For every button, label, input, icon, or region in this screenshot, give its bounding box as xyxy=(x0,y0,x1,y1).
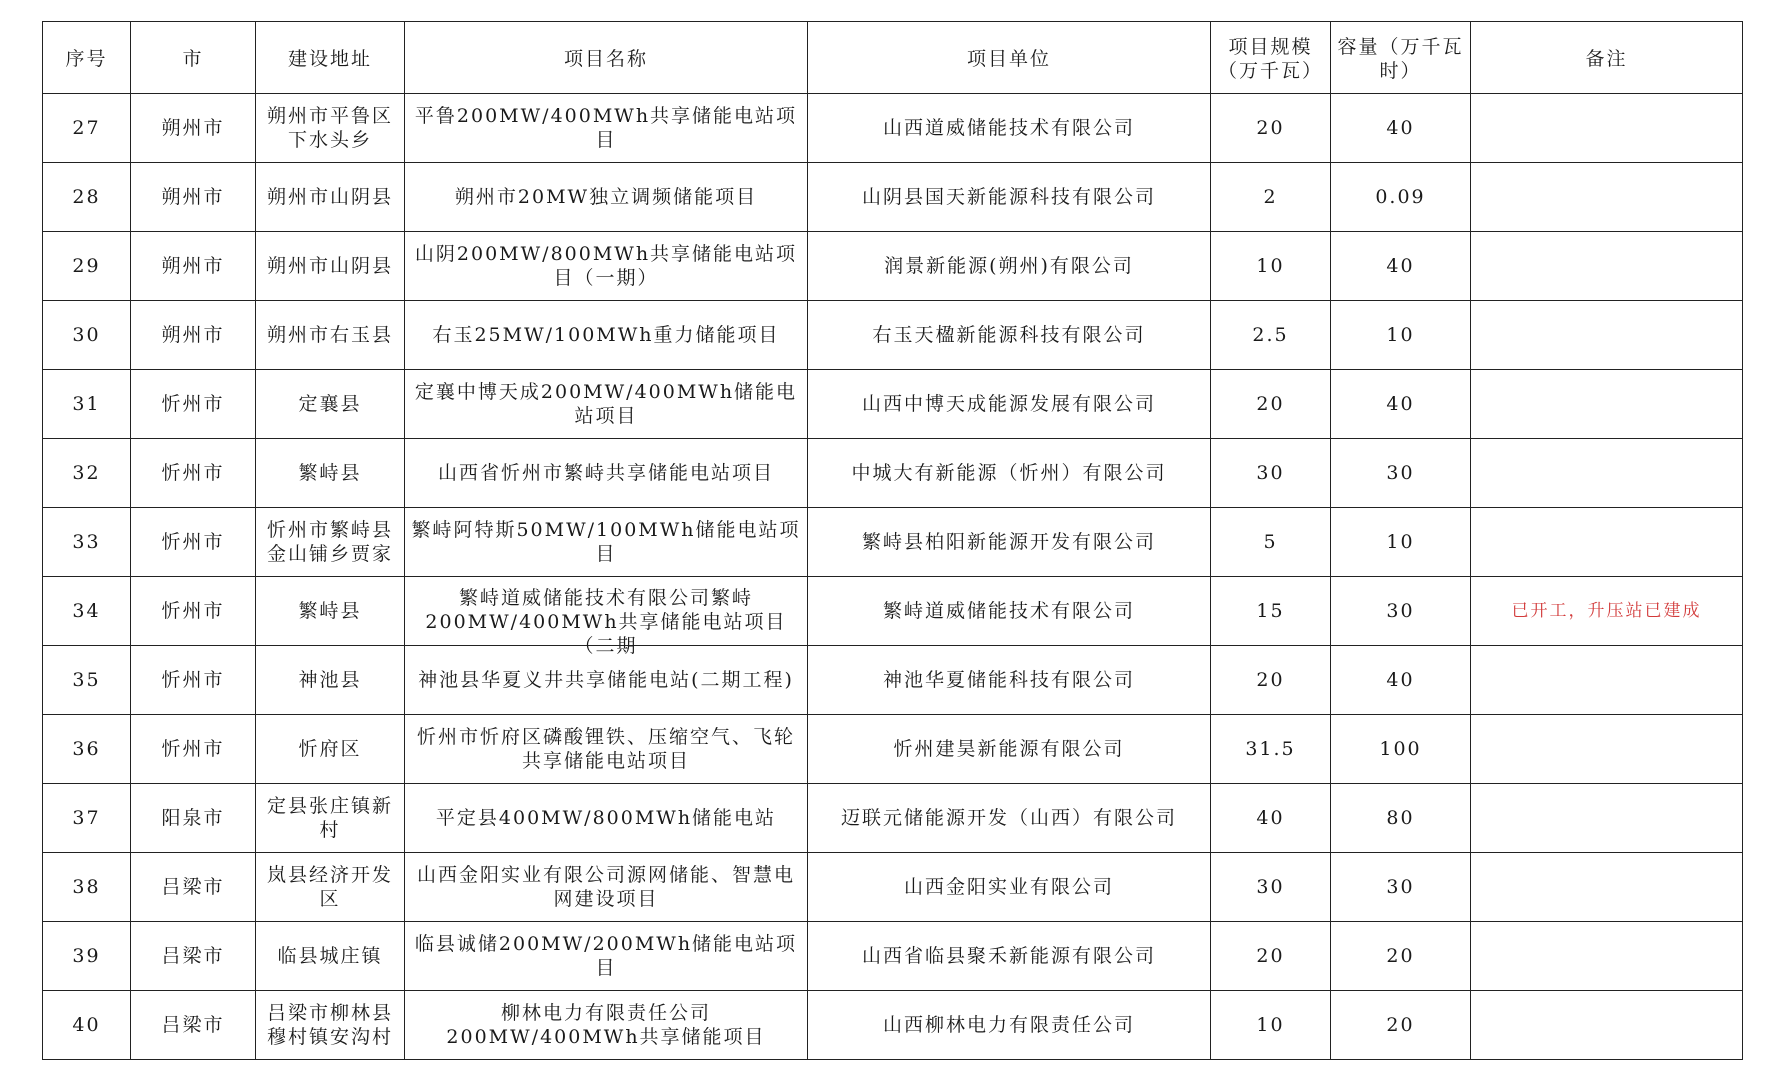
cell-index xyxy=(43,784,131,853)
cell-index xyxy=(43,301,131,370)
cell-remarks xyxy=(1471,646,1743,715)
cell-index-text: 35 xyxy=(72,669,101,691)
cell-scale xyxy=(1211,508,1331,577)
cell-remarks xyxy=(1471,715,1743,784)
cell-company-text: 山西金阳实业有限公司 xyxy=(903,876,1114,898)
cell-company-text: 山西柳林电力有限责任公司 xyxy=(882,1014,1135,1036)
cell-scale-text: 30 xyxy=(1256,876,1285,898)
cell-city xyxy=(131,853,256,922)
cell-remarks xyxy=(1471,370,1743,439)
cell-project-name xyxy=(405,577,808,657)
cell-company-text: 迈联元储能源开发（山西）有限公司 xyxy=(840,807,1177,829)
cell-city xyxy=(131,301,256,370)
header-row xyxy=(43,22,1743,94)
header-scale: 项目规模（万千瓦） xyxy=(1211,22,1331,94)
cell-index xyxy=(43,922,131,991)
table-row xyxy=(43,922,1743,991)
cell-company-text: 山西道威储能技术有限公司 xyxy=(882,117,1135,139)
cell-project-name xyxy=(405,370,808,439)
cell-scale-text: 2.5 xyxy=(1252,324,1289,346)
cell-scale xyxy=(1211,370,1331,439)
cell-city-text: 忻州市 xyxy=(161,738,225,760)
header-address: 建设地址 xyxy=(256,22,405,94)
cell-scale-text: 30 xyxy=(1256,462,1285,484)
cell-project-name xyxy=(405,991,808,1060)
cell-index-text: 40 xyxy=(72,1014,101,1036)
cell-city xyxy=(131,163,256,232)
cell-company xyxy=(808,922,1211,991)
cell-remarks xyxy=(1471,94,1743,163)
cell-project-name xyxy=(405,715,808,784)
cell-project-name xyxy=(405,94,808,163)
cell-scale-text: 5 xyxy=(1263,531,1278,553)
cell-project-name xyxy=(405,853,808,922)
cell-capacity xyxy=(1331,439,1471,508)
header-index: 序号 xyxy=(43,22,131,94)
cell-company xyxy=(808,439,1211,508)
cell-project-name xyxy=(405,784,808,853)
cell-company-text: 山阴县国天新能源科技有限公司 xyxy=(861,186,1156,208)
cell-project-name-text: 定襄中博天成200MW/400MWh储能电站项目 xyxy=(414,381,798,427)
cell-scale xyxy=(1211,922,1331,991)
cell-city-text: 吕梁市 xyxy=(161,876,225,898)
cell-project-name xyxy=(405,232,808,301)
cell-address xyxy=(256,508,405,577)
cell-city-text: 朔州市 xyxy=(161,324,225,346)
cell-project-name-text: 繁峙道威储能技术有限公司繁峙200MW/400MWh共享储能电站项目（二期 xyxy=(425,587,787,657)
cell-company-text: 润景新能源(朔州)有限公司 xyxy=(884,255,1134,277)
cell-scale xyxy=(1211,784,1331,853)
cell-scale xyxy=(1211,715,1331,784)
cell-city xyxy=(131,232,256,301)
cell-city-text: 忻州市 xyxy=(161,393,225,415)
cell-capacity xyxy=(1331,94,1471,163)
header-capacity: 容量（万千瓦时） xyxy=(1331,22,1471,94)
cell-address xyxy=(256,370,405,439)
header-remarks: 备注 xyxy=(1471,22,1743,94)
cell-address xyxy=(256,715,405,784)
cell-capacity-text: 30 xyxy=(1386,600,1415,622)
cell-address xyxy=(256,784,405,853)
table-row xyxy=(43,646,1743,715)
cell-address-text: 忻府区 xyxy=(298,738,362,760)
cell-capacity-text: 20 xyxy=(1386,1014,1415,1036)
table-row xyxy=(43,301,1743,370)
cell-capacity-text: 40 xyxy=(1386,255,1415,277)
cell-capacity xyxy=(1331,646,1471,715)
cell-scale xyxy=(1211,301,1331,370)
cell-company-text: 繁峙道威储能技术有限公司 xyxy=(882,600,1135,622)
cell-company xyxy=(808,94,1211,163)
cell-capacity-text: 40 xyxy=(1386,669,1415,691)
cell-index xyxy=(43,163,131,232)
cell-remarks xyxy=(1471,853,1743,922)
cell-capacity xyxy=(1331,508,1471,577)
cell-project-name xyxy=(405,922,808,991)
cell-index-text: 30 xyxy=(72,324,101,346)
cell-project-name xyxy=(405,508,808,577)
cell-company xyxy=(808,577,1211,646)
cell-city xyxy=(131,508,256,577)
cell-address xyxy=(256,163,405,232)
cell-scale xyxy=(1211,853,1331,922)
cell-capacity-text: 10 xyxy=(1386,324,1415,346)
cell-city xyxy=(131,370,256,439)
cell-city-text: 朔州市 xyxy=(161,117,225,139)
cell-address-text: 朔州市右玉县 xyxy=(266,324,393,346)
cell-scale-text: 15 xyxy=(1256,600,1285,622)
cell-address-text: 朔州市山阴县 xyxy=(266,186,393,208)
cell-index xyxy=(43,370,131,439)
cell-city xyxy=(131,922,256,991)
cell-address xyxy=(256,577,405,646)
cell-capacity xyxy=(1331,715,1471,784)
cell-index-text: 31 xyxy=(72,393,101,415)
cell-project-name-text: 平鲁200MW/400MWh共享储能电站项目 xyxy=(414,105,798,151)
cell-address-text: 朔州市山阴县 xyxy=(266,255,393,277)
cell-scale xyxy=(1211,991,1331,1060)
cell-remarks xyxy=(1471,232,1743,301)
cell-address-text: 神池县 xyxy=(298,669,362,691)
cell-city xyxy=(131,94,256,163)
cell-capacity xyxy=(1331,163,1471,232)
cell-project-name-text: 右玉25MW/100MWh重力储能项目 xyxy=(432,324,780,346)
cell-company-text: 中城大有新能源（忻州）有限公司 xyxy=(851,462,1167,484)
cell-city-text: 朔州市 xyxy=(161,255,225,277)
cell-project-name-text: 山西金阳实业有限公司源网储能、智慧电网建设项目 xyxy=(416,864,795,910)
cell-project-name-text: 朔州市20MW独立调频储能项目 xyxy=(454,186,758,208)
header-company: 项目单位 xyxy=(808,22,1211,94)
table-row xyxy=(43,715,1743,784)
cell-city xyxy=(131,715,256,784)
cell-remarks xyxy=(1471,991,1743,1060)
cell-project-name-text: 临县诚储200MW/200MWh储能电站项目 xyxy=(414,933,798,979)
cell-scale xyxy=(1211,232,1331,301)
cell-project-name-text: 山西省忻州市繁峙共享储能电站项目 xyxy=(437,462,774,484)
cell-project-name-text: 平定县400MW/800MWh储能电站 xyxy=(435,807,777,829)
cell-company xyxy=(808,370,1211,439)
cell-scale-text: 2 xyxy=(1263,186,1278,208)
table-body xyxy=(43,94,1743,1060)
cell-index xyxy=(43,715,131,784)
cell-scale-text: 31.5 xyxy=(1245,738,1296,760)
cell-remarks xyxy=(1471,163,1743,232)
cell-scale xyxy=(1211,94,1331,163)
cell-city-text: 阳泉市 xyxy=(161,807,225,829)
cell-index-text: 37 xyxy=(72,807,101,829)
cell-scale xyxy=(1211,163,1331,232)
cell-capacity-text: 10 xyxy=(1386,531,1415,553)
cell-capacity xyxy=(1331,853,1471,922)
cell-project-name xyxy=(405,163,808,232)
cell-index xyxy=(43,991,131,1060)
energy-storage-projects-table xyxy=(42,21,1743,1060)
cell-index xyxy=(43,439,131,508)
table-row xyxy=(43,508,1743,577)
cell-company xyxy=(808,991,1211,1060)
cell-company-text: 山西中博天成能源发展有限公司 xyxy=(861,393,1156,415)
cell-company xyxy=(808,784,1211,853)
cell-address-text: 朔州市平鲁区下水头乡 xyxy=(266,105,393,151)
cell-address-text: 吕梁市柳林县穆村镇安沟村 xyxy=(266,1002,393,1048)
cell-capacity xyxy=(1331,577,1471,646)
table-row xyxy=(43,991,1743,1060)
cell-company xyxy=(808,163,1211,232)
cell-index-text: 36 xyxy=(72,738,101,760)
cell-city xyxy=(131,991,256,1060)
cell-city-text: 忻州市 xyxy=(161,600,225,622)
cell-index xyxy=(43,232,131,301)
table-row xyxy=(43,163,1743,232)
cell-scale xyxy=(1211,577,1331,646)
cell-city-text: 忻州市 xyxy=(161,462,225,484)
cell-scale-text: 40 xyxy=(1256,807,1285,829)
cell-remarks xyxy=(1471,301,1743,370)
cell-address xyxy=(256,94,405,163)
cell-remarks-text: 已开工，升压站已建成 xyxy=(1511,601,1702,621)
cell-city xyxy=(131,784,256,853)
cell-index-text: 28 xyxy=(72,186,101,208)
cell-scale-text: 20 xyxy=(1256,393,1285,415)
table-row xyxy=(43,439,1743,508)
cell-address xyxy=(256,991,405,1060)
cell-company xyxy=(808,853,1211,922)
cell-city-text: 忻州市 xyxy=(161,669,225,691)
cell-address xyxy=(256,922,405,991)
cell-index-text: 32 xyxy=(72,462,101,484)
cell-project-name xyxy=(405,439,808,508)
cell-scale-text: 20 xyxy=(1256,945,1285,967)
cell-capacity-text: 40 xyxy=(1386,393,1415,415)
cell-company-text: 山西省临县聚禾新能源有限公司 xyxy=(861,945,1156,967)
cell-company xyxy=(808,715,1211,784)
cell-project-name xyxy=(405,301,808,370)
header-project-name: 项目名称 xyxy=(405,22,808,94)
cell-scale-text: 20 xyxy=(1256,669,1285,691)
cell-address-text: 临县城庄镇 xyxy=(277,945,383,967)
cell-company xyxy=(808,646,1211,715)
table-row xyxy=(43,784,1743,853)
cell-remarks xyxy=(1471,577,1743,646)
table-row xyxy=(43,94,1743,163)
cell-capacity-text: 80 xyxy=(1386,807,1415,829)
cell-city-text: 吕梁市 xyxy=(161,1014,225,1036)
table-row xyxy=(43,232,1743,301)
cell-index-text: 34 xyxy=(72,600,101,622)
cell-address-text: 定襄县 xyxy=(298,393,362,415)
cell-scale xyxy=(1211,439,1331,508)
cell-capacity xyxy=(1331,301,1471,370)
cell-capacity xyxy=(1331,784,1471,853)
cell-capacity xyxy=(1331,922,1471,991)
table-row xyxy=(43,853,1743,922)
cell-company-text: 右玉天楹新能源科技有限公司 xyxy=(872,324,1146,346)
cell-company-text: 繁峙县柏阳新能源开发有限公司 xyxy=(861,531,1156,553)
cell-city-text: 忻州市 xyxy=(161,531,225,553)
cell-project-name-text: 忻州市忻府区磷酸锂铁、压缩空气、飞轮共享储能电站项目 xyxy=(416,726,795,772)
cell-capacity xyxy=(1331,991,1471,1060)
cell-index-text: 29 xyxy=(72,255,101,277)
cell-address-text: 定县张庄镇新村 xyxy=(266,795,393,841)
cell-address-text: 繁峙县 xyxy=(298,462,362,484)
cell-address-text: 繁峙县 xyxy=(298,600,362,622)
cell-capacity xyxy=(1331,370,1471,439)
cell-scale xyxy=(1211,646,1331,715)
cell-address xyxy=(256,646,405,715)
cell-address xyxy=(256,439,405,508)
table-row xyxy=(43,577,1743,646)
cell-company xyxy=(808,508,1211,577)
cell-index xyxy=(43,646,131,715)
table-header xyxy=(43,22,1743,94)
cell-project-name-text: 繁峙阿特斯50MW/100MWh储能电站项目 xyxy=(411,519,801,565)
cell-capacity xyxy=(1331,232,1471,301)
cell-company xyxy=(808,232,1211,301)
cell-project-name-text: 神池县华夏义井共享储能电站(二期工程) xyxy=(418,669,794,691)
cell-project-name-text: 山阴200MW/800MWh共享储能电站项目（一期） xyxy=(414,243,798,289)
cell-index-text: 27 xyxy=(72,117,101,139)
cell-address-text: 岚县经济开发区 xyxy=(266,864,393,910)
header-city: 市 xyxy=(131,22,256,94)
table-row xyxy=(43,370,1743,439)
cell-address xyxy=(256,232,405,301)
cell-company xyxy=(808,301,1211,370)
cell-capacity-text: 30 xyxy=(1386,462,1415,484)
cell-project-name-text: 柳林电力有限责任公司200MW/400MWh共享储能项目 xyxy=(446,1002,766,1048)
cell-company-text: 神池华夏储能科技有限公司 xyxy=(882,669,1135,691)
cell-scale-text: 20 xyxy=(1256,117,1285,139)
cell-capacity-text: 30 xyxy=(1386,876,1415,898)
cell-city-text: 朔州市 xyxy=(161,186,225,208)
cell-capacity-text: 20 xyxy=(1386,945,1415,967)
cell-scale-text: 10 xyxy=(1256,1014,1285,1036)
cell-index-text: 33 xyxy=(72,531,101,553)
cell-index-text: 39 xyxy=(72,945,101,967)
cell-address-text: 忻州市繁峙县金山铺乡贾家 xyxy=(266,519,393,565)
cell-capacity-text: 100 xyxy=(1379,738,1422,760)
cell-city-text: 吕梁市 xyxy=(161,945,225,967)
cell-remarks xyxy=(1471,784,1743,853)
cell-index xyxy=(43,94,131,163)
cell-company-text: 忻州建昊新能源有限公司 xyxy=(893,738,1125,760)
cell-remarks xyxy=(1471,922,1743,991)
cell-index xyxy=(43,577,131,646)
cell-city xyxy=(131,577,256,646)
cell-address xyxy=(256,853,405,922)
cell-index xyxy=(43,853,131,922)
cell-index-text: 38 xyxy=(72,876,101,898)
cell-address xyxy=(256,301,405,370)
cell-remarks xyxy=(1471,508,1743,577)
cell-scale-text: 10 xyxy=(1256,255,1285,277)
cell-capacity-text: 40 xyxy=(1386,117,1415,139)
cell-capacity-text: 0.09 xyxy=(1375,186,1426,208)
cell-city xyxy=(131,439,256,508)
cell-city xyxy=(131,646,256,715)
cell-remarks xyxy=(1471,439,1743,508)
cell-index xyxy=(43,508,131,577)
